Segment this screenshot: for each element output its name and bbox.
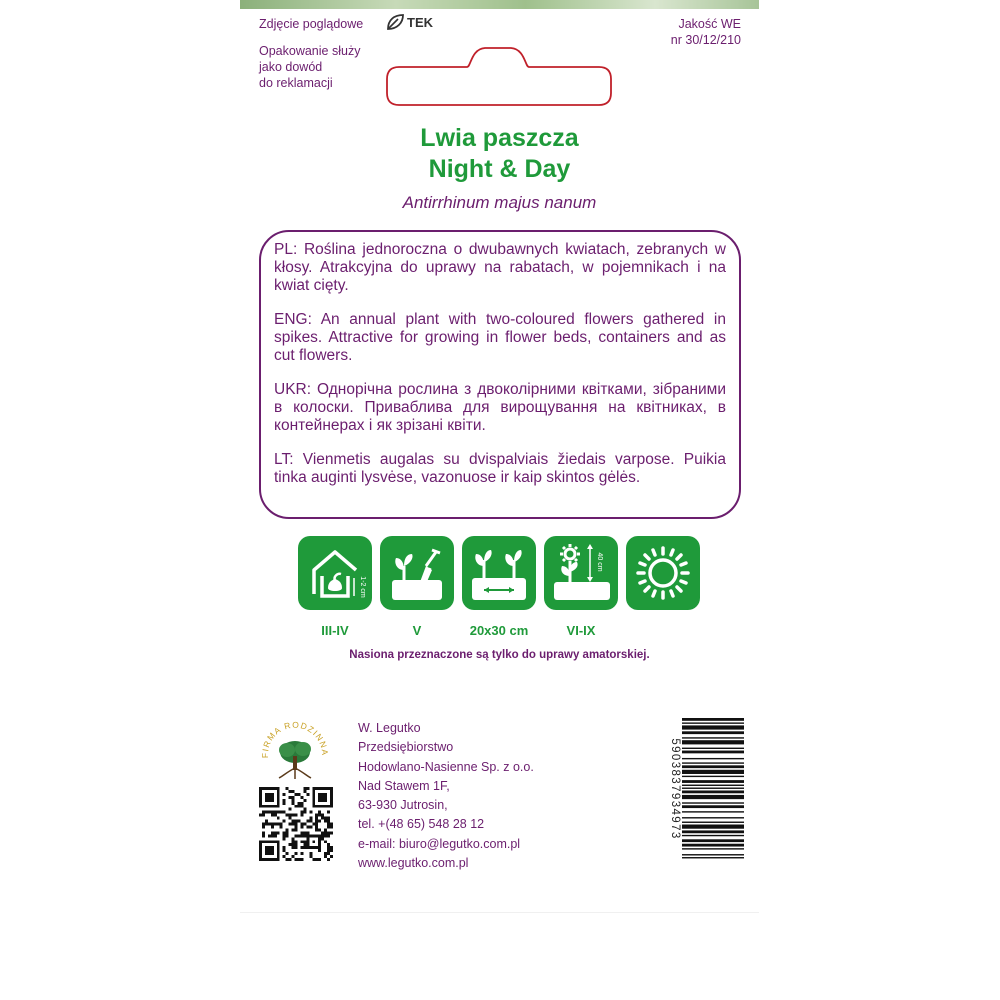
barcode-bar bbox=[682, 822, 744, 823]
barcode-bars bbox=[682, 718, 744, 858]
barcode-bar bbox=[682, 830, 744, 833]
flowering-period-label: VI-IX bbox=[566, 623, 596, 638]
description-lt: LT: Vienmetis augalas su dvispalviais žiedais varpose. Puikia tinka auginti lysvėse, vazonuose ir kaip skintos gėlės. bbox=[274, 451, 726, 486]
company-address bbox=[358, 719, 534, 873]
phone: tel. +(48 65) 548 28 12 bbox=[358, 817, 485, 832]
barcode-bar bbox=[682, 811, 744, 812]
company-name: W. Legutko bbox=[358, 721, 421, 735]
address-line: 63-930 Jutrosin, bbox=[358, 798, 448, 813]
title-line: Lwia paszcza bbox=[420, 124, 579, 152]
flowering-height-icon bbox=[544, 536, 618, 610]
barcode-bar bbox=[682, 844, 744, 847]
divider bbox=[240, 912, 759, 913]
latin-name: Antirrhinum majus nanum bbox=[402, 193, 597, 212]
product-title bbox=[240, 123, 759, 185]
variety-name: Night & Day bbox=[428, 155, 571, 183]
website-link[interactable]: www.legutko.com.pl bbox=[358, 856, 469, 871]
greenhouse-sowing-icon bbox=[298, 536, 372, 610]
complaint-line: jako dowód bbox=[259, 60, 323, 74]
amateur-use-disclaimer: Nasiona przeznaczone są tylko do uprawy amatorskiej. bbox=[349, 649, 650, 661]
barcode-bar bbox=[682, 762, 744, 763]
tek-label: TEK bbox=[407, 14, 433, 30]
barcode-bar bbox=[682, 770, 744, 774]
sowing-depth-label: 1-2 cm bbox=[359, 576, 366, 598]
qr-code[interactable] bbox=[259, 787, 333, 861]
complaint-note bbox=[259, 43, 379, 91]
address-line: Nad Stawem 1F, bbox=[358, 778, 450, 793]
quality-info bbox=[671, 16, 741, 48]
seed-window-outline bbox=[385, 45, 613, 107]
barcode-bar bbox=[682, 795, 744, 799]
complaint-line: Opakowanie służy bbox=[259, 44, 361, 58]
photo-strip bbox=[240, 0, 759, 9]
quality-number: nr 30/12/210 bbox=[670, 33, 741, 47]
barcode-bar bbox=[682, 848, 744, 849]
address-line: Hodowlano-Nasienne Sp. z o.o. bbox=[358, 759, 534, 774]
spacing-label: 20x30 cm bbox=[469, 623, 529, 638]
full-sun-icon bbox=[626, 536, 700, 610]
tek-badge bbox=[385, 13, 433, 31]
barcode-bar bbox=[682, 722, 744, 723]
barcode-bar bbox=[682, 718, 744, 721]
barcode-bar bbox=[682, 817, 744, 818]
barcode-bar bbox=[682, 758, 744, 759]
barcode-bar bbox=[682, 737, 744, 738]
leaf-icon bbox=[385, 13, 405, 31]
barcode-bar bbox=[682, 785, 744, 786]
barcode-bar bbox=[682, 802, 744, 803]
barcode-bar bbox=[682, 825, 744, 829]
email-link[interactable]: e-mail: biuro@legutko.com.pl bbox=[358, 836, 521, 851]
barcode-bar bbox=[682, 839, 744, 842]
address-line: Przedsiębiorstwo bbox=[358, 740, 454, 755]
barcode-bar bbox=[682, 751, 744, 754]
complaint-line: do reklamacji bbox=[259, 76, 333, 90]
barcode-bar bbox=[682, 857, 744, 858]
seed-packet-back bbox=[240, 0, 759, 1000]
svg-text:FIRMA RODZINNA: FIRMA RODZINNA bbox=[259, 719, 331, 759]
barcode-bar bbox=[682, 776, 744, 777]
barcode-bar bbox=[682, 835, 744, 836]
barcode-digits: 5903837934973 bbox=[669, 738, 681, 840]
barcode-bar bbox=[682, 748, 744, 749]
planting-out-icon bbox=[380, 536, 454, 610]
barcode-bar bbox=[682, 790, 744, 793]
barcode-bar bbox=[682, 780, 744, 783]
planting-month-label: V bbox=[412, 623, 422, 638]
barcode-bar bbox=[682, 740, 744, 744]
description-ukr: UKR: Однорічна рослина з двоколірними квітками, зібраними в колоски. Приваблива для вирощування на квітниках, в контейнерах і як зрізані квіти. bbox=[274, 381, 726, 434]
barcode-bar bbox=[682, 725, 744, 729]
barcode-bar bbox=[682, 731, 744, 734]
barcode-bar bbox=[682, 854, 744, 855]
description-eng: ENG: An annual plant with two-coloured flowers gathered in spikes. Attractive for growing in flower beds, containers and as cut flowers. bbox=[274, 311, 726, 364]
description-pl: PL: Roślina jednoroczna o dwubawnych kwiatach, zebranych w kłosy. Atrakcyjna do uprawy na rabatach, w pojemnikach i na kwiat cięty. bbox=[274, 241, 726, 294]
ean-barcode bbox=[666, 718, 744, 860]
sowing-period-label: III-IV bbox=[321, 623, 349, 638]
barcode-bar bbox=[682, 805, 744, 808]
quality-line: Jakość WE bbox=[678, 17, 741, 31]
spacing-icon bbox=[462, 536, 536, 610]
barcode-bar bbox=[682, 788, 744, 789]
description-box bbox=[259, 230, 741, 519]
height-label: 40 cm bbox=[596, 552, 603, 572]
barcode-bar bbox=[682, 765, 744, 768]
preview-label: Zdjęcie poglądowe bbox=[259, 17, 364, 31]
family-firm-logo bbox=[257, 716, 333, 786]
